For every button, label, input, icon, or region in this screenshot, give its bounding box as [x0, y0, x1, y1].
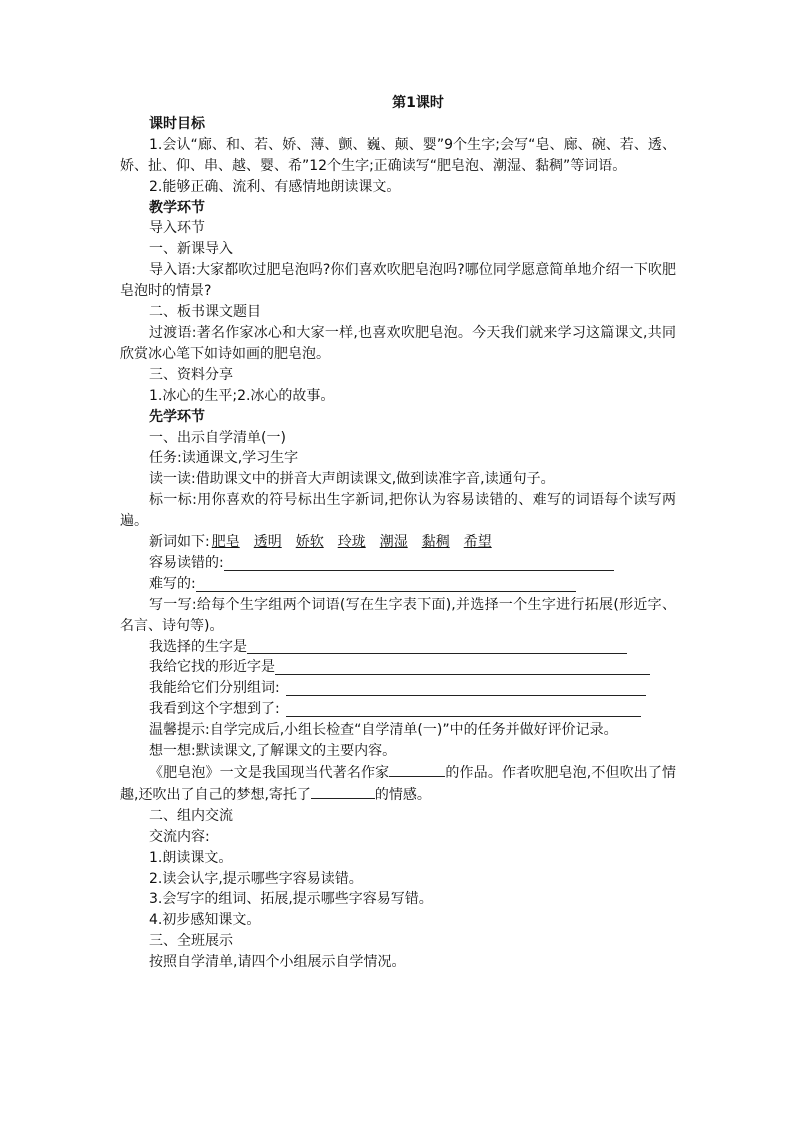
teaching-heading: 教学环节 [149, 199, 205, 216]
similar-blank[interactable] [275, 660, 650, 675]
intro-stage: 导入环节 [149, 220, 205, 237]
new-words-line [120, 532, 676, 553]
group-content: 交流内容: [149, 828, 210, 845]
chosen-row [120, 637, 676, 658]
pre-heading: 先学环节 [149, 408, 205, 425]
lesson-title: 第1课时 [392, 95, 444, 111]
emotion-blank[interactable] [311, 784, 375, 799]
blank-text-c: 的情感。 [374, 786, 431, 803]
compose-row [120, 678, 676, 699]
new-word: 娇软 [295, 534, 324, 551]
compose-blank[interactable] [286, 681, 646, 696]
compose-label: 我能给它们分别组词: [149, 680, 280, 697]
new-word: 希望 [463, 534, 492, 551]
similar-row [120, 657, 676, 678]
group-item-2: 2.读会认字,提示哪些字容易读错。 [149, 870, 363, 887]
new-word: 透明 [253, 534, 282, 551]
objective-2: 2.能够正确、流利、有感情地朗读课文。 [149, 178, 401, 195]
mark-line: 标一标:用你喜欢的符号标出生字新词,把你认为容易读错的、难写的词语每个读写两遍。 [120, 492, 676, 530]
intro-3-text: 1.冰心的生平;2.冰心的故事。 [149, 387, 335, 404]
new-words-label: 新词如下: [149, 534, 210, 551]
tip-line: 温馨提示:自学完成后,小组长检查“自学清单(一)”中的任务并做好评价记录。 [149, 722, 618, 739]
new-word: 黏稠 [421, 534, 450, 551]
intro-1-heading: 一、新课导入 [149, 241, 233, 258]
easy-wrong-blank[interactable] [224, 556, 614, 571]
new-word: 潮湿 [379, 534, 408, 551]
intro-1-text: 导入语:大家都吹过肥皂泡吗?你们喜欢吹肥皂泡吗?哪位同学愿意简单地介绍一下吹肥皂泡时的情景? [120, 262, 676, 300]
similar-label: 我给它找的形近字是 [149, 659, 275, 676]
new-word: 玲珑 [337, 534, 366, 551]
new-word: 肥皂 [211, 534, 240, 551]
show-text: 按照自学清单,请四个小组展示自学情况。 [149, 954, 406, 971]
think-row [120, 699, 676, 720]
blank-text-a: 《肥皂泡》一文是我国现当代著名作家 [149, 765, 390, 781]
group-item-1: 1.朗读课文。 [149, 849, 233, 866]
objective-1: 1.会认“廊、和、若、娇、薄、颤、巍、颠、婴”9个生字;会写“皂、廊、碗、若、透、娇、扯、仰、串、越、婴、希”12个生字;正确读写“肥皂泡、潮湿、黏稠”等词语。 [120, 136, 676, 174]
intro-3-heading: 三、资料分享 [149, 366, 233, 383]
show-heading: 三、全班展示 [149, 933, 233, 950]
fill-in-paragraph [120, 762, 676, 806]
blank-text-b: 的作品。作者吹肥皂泡,不但吹出了情趣,还吹出了自己的梦想,寄托了 [120, 765, 677, 803]
write-line: 写一写:给每个生字组两个词语(写在生字表下面),并选择一个生字进行拓展(形近字、名言、诗句等)。 [120, 596, 676, 634]
think-blank[interactable] [286, 702, 641, 717]
document-page [120, 93, 676, 973]
hard-blank[interactable] [196, 577, 576, 592]
hard-row [120, 574, 676, 595]
group-item-3: 3.会写字的组词、拓展,提示哪些字容易写错。 [149, 891, 433, 908]
think-label: 我看到这个字想到了: [149, 701, 280, 718]
chosen-label: 我选择的生字是 [149, 638, 247, 655]
think-line: 想一想:默读课文,了解课文的主要内容。 [149, 743, 397, 760]
group-heading: 二、组内交流 [149, 807, 233, 824]
objectives-heading: 课时目标 [149, 115, 205, 132]
intro-2-heading: 二、板书课文题目 [149, 304, 261, 321]
author-blank[interactable] [389, 762, 445, 777]
task-line: 任务:读通课文,学习生字 [149, 450, 299, 467]
chosen-blank[interactable] [247, 639, 627, 654]
hard-label: 难写的: [149, 575, 196, 592]
group-item-4: 4.初步感知课文。 [149, 912, 261, 929]
pre-1-heading: 一、出示自学清单(一) [149, 429, 286, 446]
easy-wrong-label: 容易读错的: [149, 554, 224, 571]
easy-wrong-row [120, 553, 676, 574]
read-line: 读一读:借助课文中的拼音大声朗读课文,做到读准字音,读通句子。 [149, 471, 555, 488]
intro-2-text: 过渡语:著名作家冰心和大家一样,也喜欢吹肥皂泡。今天我们就来学习这篇课文,共同欣赏冰心笔下如诗如画的肥皂泡。 [120, 324, 676, 362]
